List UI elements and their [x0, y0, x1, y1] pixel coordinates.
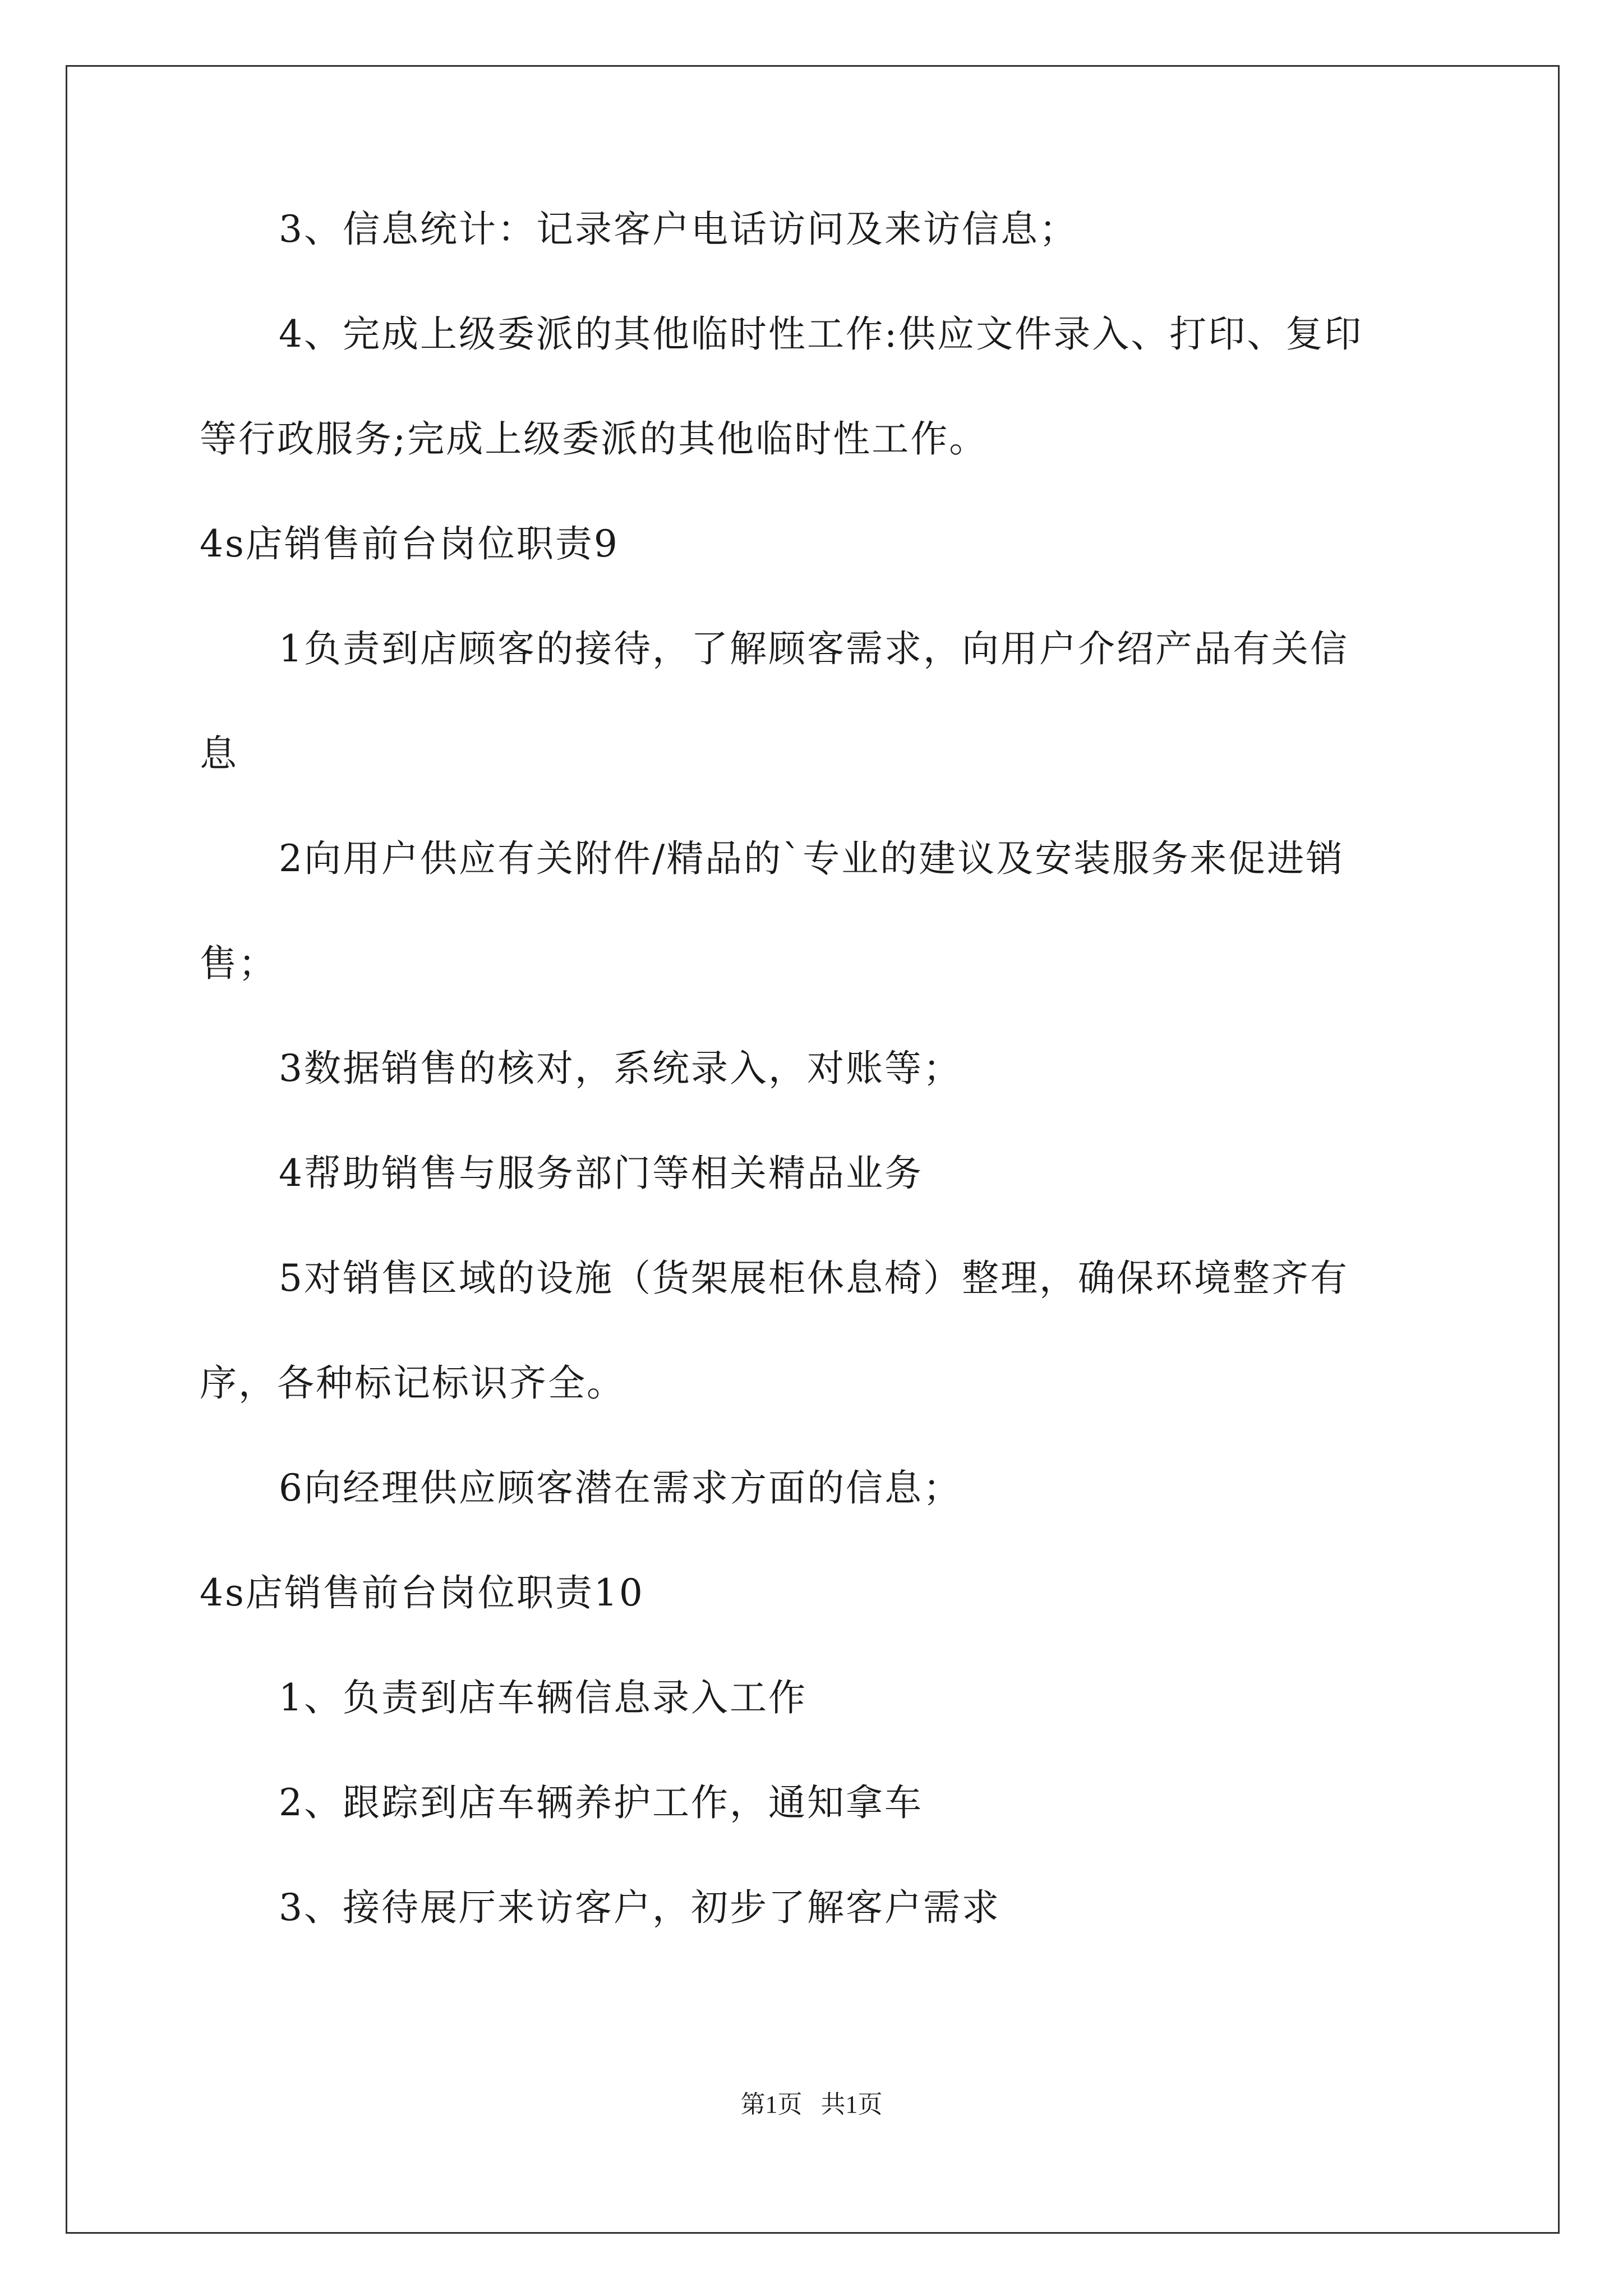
paragraph-line: 3、接待展厅来访客户，初步了解客户需求: [279, 1886, 1000, 1929]
paragraph-line: 等行政服务;完成上级委派的其他临时性工作。: [200, 417, 988, 461]
paragraph-line: 1、负责到店车辆信息录入工作: [279, 1676, 807, 1719]
paragraph-line: 序，各种标记标识齐全。: [200, 1361, 625, 1405]
paragraph-line: 2、跟踪到店车辆养护工作，通知拿车: [279, 1781, 923, 1824]
paragraph-line: 1负责到店顾客的接待，了解顾客需求，向用户介绍产品有关信: [279, 627, 1349, 670]
paragraph-line: 3、信息统计：记录客户电话访问及来访信息；: [279, 208, 1078, 251]
section-heading: 4s店销售前台岗位职责10: [200, 1571, 644, 1614]
page-footer: 第1页 共1页: [740, 2091, 883, 2118]
paragraph-line: 3数据销售的核对，系统录入，对账等；: [279, 1047, 962, 1090]
paragraph-line: 息: [200, 732, 238, 775]
paragraph-line: 6向经理供应顾客潜在需求方面的信息；: [279, 1466, 962, 1510]
paragraph-line: 4、完成上级委派的其他临时性工作:供应文件录入、打印、复印: [279, 312, 1363, 356]
paragraph-line: 2向用户供应有关附件/精品的`专业的建议及安装服务来促进销: [279, 837, 1345, 880]
paragraph-line: 售；: [200, 942, 277, 985]
section-heading: 4s店销售前台岗位职责9: [200, 522, 619, 565]
paragraph-line: 4帮助销售与服务部门等相关精品业务: [279, 1152, 923, 1195]
paragraph-line: 5对销售区域的设施（货架展柜休息椅）整理，确保环境整齐有: [279, 1257, 1349, 1300]
